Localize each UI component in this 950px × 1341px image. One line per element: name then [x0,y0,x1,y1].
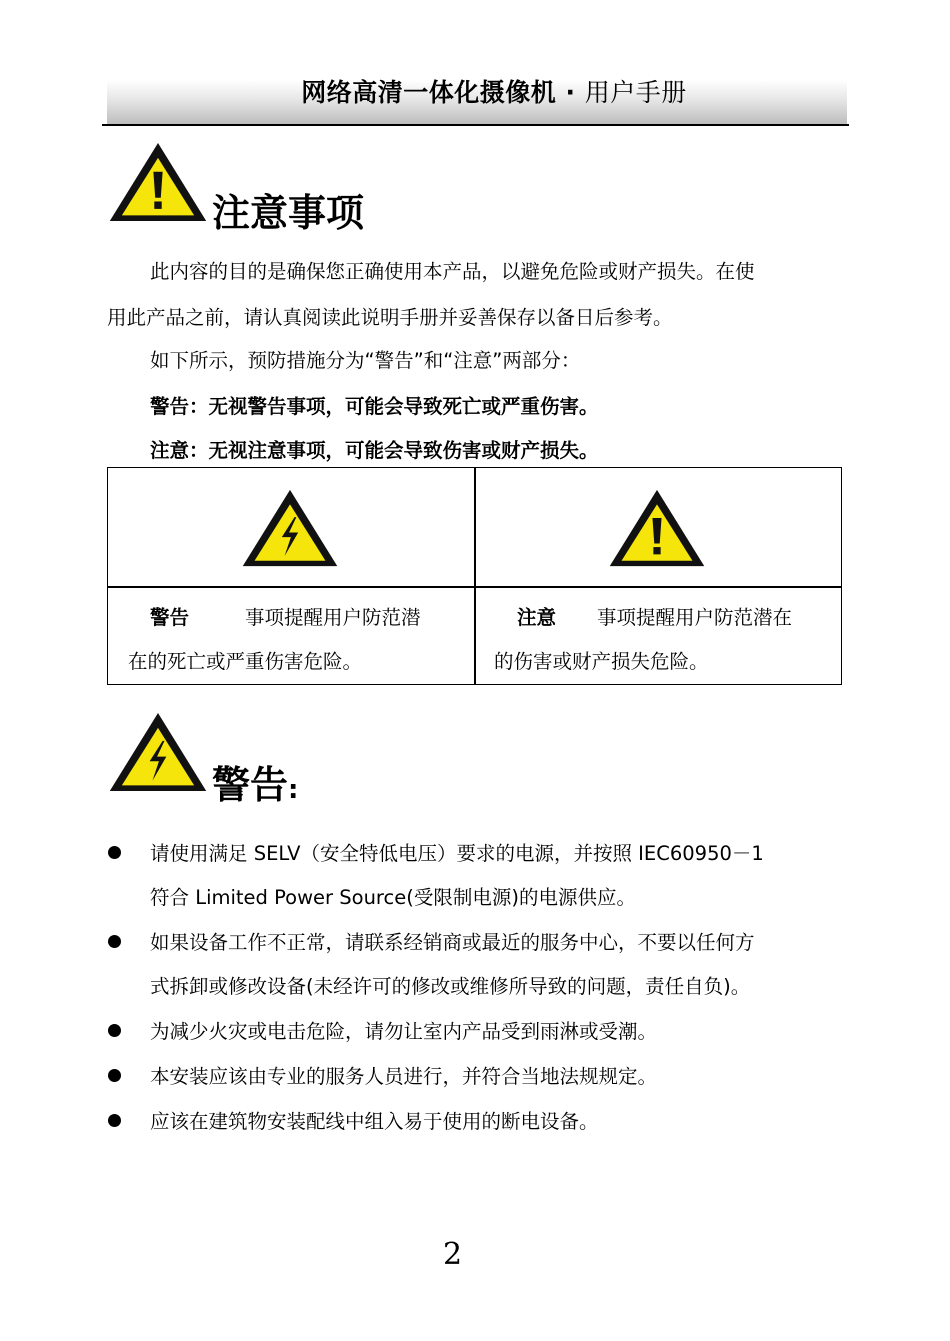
caution-exclamation-icon [607,484,707,572]
table-caution-desc-line2: 的伤害或财产损失危险。 [494,650,709,673]
table-caution-desc-line1: 事项提醒用户防范潜在 [597,606,793,629]
precaution-table [107,467,842,685]
electric-shock-warning-icon [240,484,340,572]
header-bar [107,80,847,124]
bullet-point [108,1024,121,1037]
table-row-divider [108,586,841,588]
caution-definition: 注意：无视注意事项，可能会导致伤害或财产损失。 [150,439,599,462]
warning-item-1-line2: 符合 Limited Power Source(受限制电源)的电源供应。 [150,886,636,909]
warning-title-text: 警告 [212,763,289,807]
warning-item-3: 为减少火灾或电击危险，请勿让室内产品受到雨淋或受潮。 [150,1020,658,1043]
bullet-point [108,1114,121,1127]
intro-paragraph-line2: 用此产品之前，请认真阅读此说明手册并妥善保存以备日后参考。 [107,306,673,329]
warning-item-2-line1: 如果设备工作不正常，请联系经销商或最近的服务中心，不要以任何方 [150,931,755,954]
table-warning-desc-line1: 事项提醒用户防范潜 [245,606,421,629]
warning-item-4: 本安装应该由专业的服务人员进行，并符合当地法规规定。 [150,1065,658,1088]
bullet-point [108,935,121,948]
warning-definition: 警告：无视警告事项，可能会导致死亡或严重伤害。 [150,395,599,418]
product-name: 网络高清一体化摄像机 [301,78,557,107]
table-warning-desc-line2: 在的死亡或严重伤害危险。 [128,650,363,673]
table-warning-term: 警告 [150,606,190,629]
warning-item-1-line1: 请使用满足 SELV（安全特低电压）要求的电源，并按照 IEC60950－1 [150,842,764,865]
bullet-point [108,846,121,859]
header-divider [102,124,849,126]
warning-title-colon: : [288,775,299,805]
electric-shock-warning-icon [107,706,209,798]
intro-paragraph-line3: 如下所示，预防措施分为“警告”和“注意”两部分： [150,349,581,372]
manual-subtitle: 用户手册 [584,78,687,107]
intro-paragraph-line1: 此内容的目的是确保您正确使用本产品，以避免危险或财产损失。在使 [150,260,755,283]
manual-title [301,80,686,106]
page-number: 2 [442,1237,463,1272]
notice-section-title: 注意事项 [212,191,365,235]
warning-section-title [212,765,298,810]
table-column-divider [474,468,476,684]
caution-exclamation-icon [107,139,209,225]
bullet-point [108,1069,121,1082]
table-caution-term: 注意 [517,606,557,629]
warning-item-2-line2: 式拆卸或修改设备(未经许可的修改或维修所导致的问题，责任自负)。 [150,975,751,998]
title-separator: · [565,78,576,107]
warning-item-5: 应该在建筑物安装配线中组入易于使用的断电设备。 [150,1110,599,1133]
